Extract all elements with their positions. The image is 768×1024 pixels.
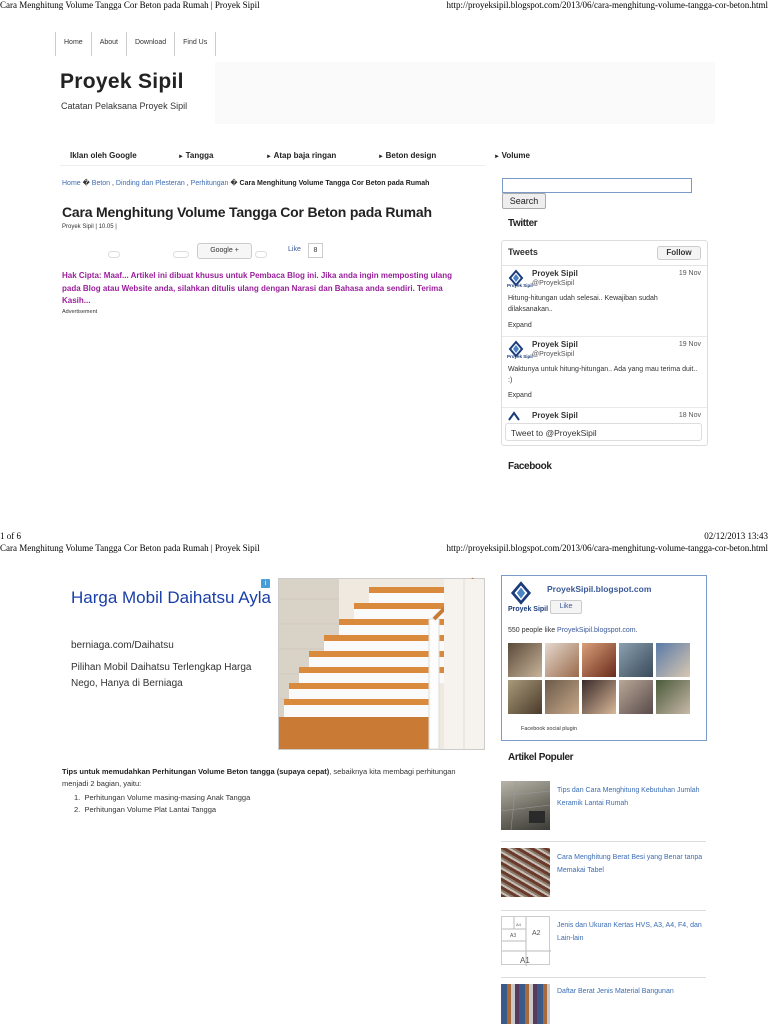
fb-like-button[interactable]: Like bbox=[288, 246, 301, 253]
breadcrumb-perhitungan[interactable]: Perhitungan bbox=[190, 180, 229, 187]
fb-logo-text: Proyek Sipil bbox=[508, 606, 549, 613]
popular-heading: Artikel Populer bbox=[508, 752, 574, 763]
avatar[interactable] bbox=[545, 643, 579, 677]
tweet-author[interactable]: Proyek Sipil bbox=[532, 411, 578, 420]
popular-link[interactable]: Jenis dan Ukuran Kertas HVS, A3, A4, F4, dan Lain-lain bbox=[557, 922, 702, 942]
avatar[interactable] bbox=[508, 680, 542, 714]
advertisement-label: Advertisement bbox=[62, 309, 98, 315]
avatar[interactable] bbox=[545, 680, 579, 714]
breadcrumb: Home � Beton , Dinding dan Plesteran , Perhitungan � Cara Menghitung Volume Tangga Cor Beton pada Rumah bbox=[62, 180, 430, 187]
print-footer-page: 1 of 6 bbox=[0, 531, 21, 541]
triangle-icon: ► bbox=[494, 154, 502, 160]
avatar[interactable] bbox=[619, 680, 653, 714]
tweet-logo-text: Proyek Sipil bbox=[507, 283, 533, 288]
list-item: 2. Perhitungan Volume Plat Lantai Tangga bbox=[74, 805, 217, 814]
stair-illustration bbox=[279, 579, 484, 749]
menu-item-beton-design[interactable]: ► Beton design bbox=[378, 151, 437, 160]
menu-item-tangga[interactable]: ► Tangga bbox=[178, 151, 214, 160]
tweet-date[interactable]: 19 Nov bbox=[678, 270, 701, 277]
nav-download[interactable]: Download bbox=[126, 32, 174, 56]
tweet-text: Hitung-hitungan udah selesai.. Kewajiban sudah dilaksanakan.. bbox=[508, 295, 658, 313]
paper-label-a1: A1 bbox=[520, 956, 530, 965]
nav-find-us[interactable]: Find Us bbox=[174, 32, 216, 56]
tweet-date[interactable]: 19 Nov bbox=[678, 341, 701, 348]
popular-link[interactable]: Tips dan Cara Menghitung Kebutuhan Jumlah Keramik Lantai Rumah bbox=[557, 787, 700, 807]
share-button[interactable] bbox=[108, 251, 120, 258]
menu-iklan[interactable]: Iklan oleh Google bbox=[70, 151, 137, 160]
avatar[interactable] bbox=[582, 643, 616, 677]
rebar-thumbnail[interactable] bbox=[501, 848, 550, 897]
breadcrumb-current: Cara Menghitung Volume Tangga Cor Beton pada Rumah bbox=[239, 180, 430, 187]
breadcrumb-home[interactable]: Home bbox=[62, 180, 81, 187]
paper-sizes-thumbnail[interactable] bbox=[501, 916, 550, 965]
ad-description: Pilihan Mobil Daihatsu Terlengkap Harga Nego, Hanya di Berniaga bbox=[71, 662, 252, 689]
list-item: 1. Perhitungan Volume masing-masing Anak Tangga bbox=[74, 793, 251, 802]
divider bbox=[60, 165, 485, 166]
avatar[interactable] bbox=[656, 680, 690, 714]
paper-label-a4: A4 bbox=[516, 922, 521, 927]
tweet-item bbox=[502, 337, 707, 408]
breadcrumb-dinding[interactable]: Dinding dan Plesteran bbox=[115, 180, 185, 187]
paper-label-a2: A2 bbox=[532, 930, 541, 937]
tweet-item bbox=[502, 408, 707, 424]
search-input[interactable] bbox=[502, 178, 692, 193]
tips-bold: Tips untuk memudahkan Perhitungan Volume Beton tangga (supaya cepat) bbox=[62, 767, 330, 776]
tweet-to-input[interactable]: Tweet to @ProyekSipil bbox=[505, 423, 702, 441]
share-button[interactable] bbox=[173, 251, 189, 258]
tweet-author[interactable]: Proyek Sipil bbox=[532, 340, 578, 349]
divider bbox=[501, 910, 706, 911]
twitter-heading: Twitter bbox=[508, 218, 538, 229]
header-banner bbox=[215, 62, 715, 124]
avatar[interactable] bbox=[656, 643, 690, 677]
tweet-expand[interactable]: Expand bbox=[508, 392, 532, 399]
site-tagline: Catatan Pelaksana Proyek Sipil bbox=[61, 101, 188, 111]
triangle-icon: ► bbox=[266, 154, 274, 160]
proyek-sipil-logo-icon bbox=[510, 582, 532, 604]
menu-item-volume[interactable]: ► Volume bbox=[494, 151, 530, 160]
tweet-date[interactable]: 18 Nov bbox=[678, 412, 701, 419]
steps-list bbox=[74, 792, 250, 816]
print-footer-date: 02/12/2013 13:43 bbox=[704, 531, 768, 541]
nav-about[interactable]: About bbox=[91, 32, 126, 56]
fb-like-button[interactable]: Like bbox=[550, 600, 582, 614]
print-header-title: Cara Menghitung Volume Tangga Cor Beton pada Rumah | Proyek Sipil bbox=[0, 543, 260, 553]
print-header-url: http://proyeksipil.blogspot.com/2013/06/cara-menghitung-volume-tangga-cor-beton.html bbox=[446, 543, 768, 553]
avatar[interactable] bbox=[619, 643, 653, 677]
post-title: Cara Menghitung Volume Tangga Cor Beton pada Rumah bbox=[62, 204, 432, 220]
post-meta: Proyek Sipil | 10.05 | bbox=[62, 224, 117, 230]
follow-button[interactable]: Follow bbox=[657, 246, 701, 260]
paper-label-a3: A3 bbox=[510, 933, 517, 939]
copyright-notice: Hak Cipta: Maaf... Artikel ini dibuat khusus untuk Pembaca Blog ini. Jika anda ingin memposting ulang pada Blog atau Website anda, silahkan ditulis ulang dengan Narasi dan Bahasa anda sendiri. Terima Kasih... bbox=[62, 271, 452, 305]
tweet-handle[interactable]: @ProyekSipil bbox=[532, 280, 575, 287]
fb-site-link[interactable]: ProyekSipil.blogspot.com bbox=[547, 584, 652, 594]
avatar[interactable] bbox=[508, 643, 542, 677]
tiles-thumbnail[interactable] bbox=[501, 781, 550, 830]
breadcrumb-beton[interactable]: Beton bbox=[91, 180, 111, 187]
popular-link[interactable]: Cara Menghitung Berat Besi yang Benar tanpa Memakai Tabel bbox=[557, 854, 703, 874]
paper-sizes-icon bbox=[502, 917, 551, 966]
nav-home[interactable]: Home bbox=[55, 32, 91, 56]
menu-item-atap[interactable]: ► Atap baja ringan bbox=[266, 151, 337, 160]
like-count: 8 bbox=[308, 243, 323, 258]
facebook-heading: Facebook bbox=[508, 461, 552, 472]
twitter-widget bbox=[501, 240, 708, 446]
materials-thumbnail[interactable] bbox=[501, 984, 550, 1024]
fb-fan-faces bbox=[508, 643, 698, 714]
tweets-label: Tweets bbox=[508, 247, 538, 257]
avatar[interactable] bbox=[582, 680, 616, 714]
tweet-logo-text: Proyek Sipil bbox=[507, 354, 533, 359]
tweet-text: Waktunya untuk hitung-hitungan.. Ada yang mau terima duit.. :) bbox=[508, 366, 698, 384]
fb-plugin-label: Facebook social plugin bbox=[521, 726, 577, 732]
triangle-icon: ► bbox=[378, 154, 386, 160]
ad-title[interactable]: Harga Mobil Daihatsu Ayla bbox=[71, 588, 272, 607]
tips-paragraph: Tips untuk memudahkan Perhitungan Volume Beton tangga (supaya cepat), sebaiknya kita membagi perhitungan menjadi 2 bagian, yaitu: bbox=[62, 767, 456, 788]
ad-url[interactable]: berniaga.com/Daihatsu bbox=[71, 640, 174, 651]
google-plus-button[interactable]: Google + bbox=[197, 243, 252, 259]
tweet-author[interactable]: Proyek Sipil bbox=[532, 269, 578, 278]
tweet-expand[interactable]: Expand bbox=[508, 322, 532, 329]
popular-link[interactable]: Daftar Berat Jenis Material Bangunan bbox=[557, 988, 674, 995]
stair-photo bbox=[278, 578, 485, 750]
divider bbox=[501, 977, 706, 978]
print-header-url: http://proyeksipil.blogspot.com/2013/06/cara-menghitung-volume-tangga-cor-beton.html bbox=[446, 0, 768, 10]
top-nav bbox=[55, 32, 216, 56]
fb-like-count: 550 people like ProyekSipil.blogspot.com. bbox=[508, 627, 638, 634]
share-button[interactable] bbox=[255, 251, 267, 258]
print-header-title: Cara Menghitung Volume Tangga Cor Beton pada Rumah | Proyek Sipil bbox=[0, 0, 260, 10]
ad-info-icon[interactable]: i bbox=[261, 579, 270, 588]
tweet-handle[interactable]: @ProyekSipil bbox=[532, 351, 575, 358]
triangle-icon: ► bbox=[178, 154, 186, 160]
site-title[interactable]: Proyek Sipil bbox=[60, 70, 184, 93]
facebook-like-box bbox=[501, 575, 707, 741]
divider bbox=[501, 841, 706, 842]
twitter-widget-header bbox=[502, 241, 707, 266]
calculator-thumbnail-icon bbox=[501, 781, 550, 830]
search-button[interactable]: Search bbox=[502, 193, 546, 209]
tweet-item bbox=[502, 266, 707, 337]
proyek-sipil-logo-icon bbox=[508, 412, 520, 420]
